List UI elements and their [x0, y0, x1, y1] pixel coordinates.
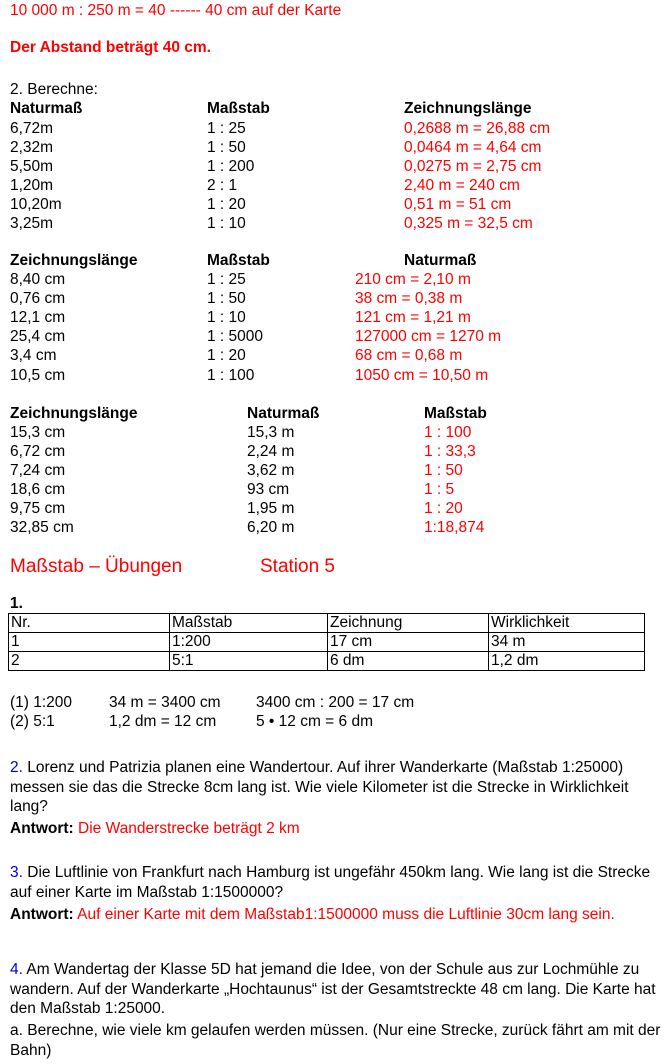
- calc-label: (1) 1:200: [10, 694, 73, 711]
- table1-cell: 10,20m: [10, 196, 62, 213]
- table2-header-massstab: Maßstab: [207, 252, 270, 269]
- table1-header-naturmass: Naturmaß: [10, 100, 83, 117]
- section-title: Maßstab – Übungen: [10, 556, 183, 577]
- intro-calculation: 10 000 m : 250 m = 40 ------ 40 cm auf der Karte: [10, 2, 342, 19]
- table-row: [9, 652, 645, 671]
- answer-text: Die Wanderstrecke beträgt 2 km: [73, 820, 300, 837]
- table-header-row: [9, 614, 645, 633]
- table3-cell: 7,24 cm: [10, 462, 66, 479]
- table3-result: 1 : 5: [424, 481, 455, 498]
- table2-cell: 1 : 5000: [207, 328, 264, 345]
- table2-result: 121 cm = 1,21 m: [355, 309, 471, 326]
- ex1-number: 1.: [10, 595, 23, 612]
- table2-cell: 1 : 25: [207, 271, 246, 288]
- calc-label: (2) 5:1: [10, 713, 55, 730]
- table3-result: 1 : 50: [424, 462, 463, 479]
- table3-cell: 18,6 cm: [10, 481, 66, 498]
- table3-header-naturmass: Naturmaß: [247, 405, 320, 422]
- table3-cell: 6,72 cm: [10, 443, 66, 460]
- table-row: [9, 633, 645, 652]
- col-header-zeichnung: Zeichnung: [328, 614, 489, 633]
- calc-step: 34 m = 3400 cm: [109, 694, 221, 711]
- table2-cell: 0,76 cm: [10, 290, 66, 307]
- table3-header-massstab: Maßstab: [424, 405, 487, 422]
- ex3-number: 3.: [10, 864, 23, 881]
- ex4-question: [10, 960, 670, 1019]
- ex3-text: Die Luftlinie von Frankfurt nach Hamburg ist ungefähr 450km lang. Wie lang ist die Strecke auf einer Karte im Maßstab 1:1500000?: [10, 864, 651, 901]
- table3-cell: 32,85 cm: [10, 519, 74, 536]
- col-header-wirklichkeit: Wirklichkeit: [489, 614, 645, 633]
- table1-result: 0,0275 m = 2,75 cm: [404, 158, 542, 175]
- table3-result: 1:18,874: [424, 519, 485, 536]
- table1-result: 2,40 m = 240 cm: [404, 177, 520, 194]
- station-label: Station 5: [260, 556, 335, 577]
- table1-cell: 1,20m: [10, 177, 54, 194]
- col-header-massstab: Maßstab: [170, 614, 328, 633]
- table3-cell: 93 cm: [247, 481, 290, 498]
- table1-result: 0,51 m = 51 cm: [404, 196, 512, 213]
- ex3-answer: [10, 906, 615, 924]
- answer-label: Antwort:: [10, 820, 74, 837]
- table1-cell: 1 : 10: [207, 215, 246, 232]
- table2-cell: 1 : 20: [207, 347, 246, 364]
- answer-text: Auf einer Karte mit dem Maßstab1:1500000 muss die Luftlinie 30cm lang sein.: [73, 906, 615, 923]
- table3-cell: 1,95 m: [247, 500, 295, 517]
- answer-label: Antwort:: [10, 906, 74, 923]
- table-cell: 5:1: [170, 652, 328, 671]
- table1-cell: 1 : 20: [207, 196, 246, 213]
- table3-result: 1 : 33,3: [424, 443, 476, 460]
- table1-cell: 1 : 200: [207, 158, 255, 175]
- table2-header-naturmass: Naturmaß: [404, 252, 477, 269]
- table3-result: 1 : 20: [424, 500, 463, 517]
- table3-cell: 3,62 m: [247, 462, 295, 479]
- table1-header-massstab: Maßstab: [207, 100, 270, 117]
- table-cell: 2: [9, 652, 170, 671]
- table1-cell: 1 : 25: [207, 120, 246, 137]
- table1-cell: 6,72m: [10, 120, 54, 137]
- task2-heading: 2. Berechne:: [10, 81, 98, 98]
- table2-cell: 12,1 cm: [10, 309, 66, 326]
- table3-cell: 15,3 cm: [10, 424, 66, 441]
- table2-result: 68 cm = 0,68 m: [355, 347, 463, 364]
- table3-cell: 2,24 m: [247, 443, 295, 460]
- col-header-nr: Nr.: [9, 614, 170, 633]
- table3-cell: 9,75 cm: [10, 500, 66, 517]
- ex4-part-a: a. Berechne, wie viele km gelaufen werden müssen. (Nur eine Strecke, zurück fährt am mit der Bahn): [10, 1022, 661, 1059]
- table1-header-zeichnungslaenge: Zeichnungslänge: [404, 100, 532, 117]
- table2-result: 38 cm = 0,38 m: [355, 290, 463, 307]
- ex1-table: [8, 613, 645, 671]
- table2-result: 210 cm = 2,10 m: [355, 271, 471, 288]
- table2-cell: 25,4 cm: [10, 328, 66, 345]
- table2-header-zeichnungslaenge: Zeichnungslänge: [10, 252, 138, 269]
- table1-cell: 3,25m: [10, 215, 54, 232]
- table1-cell: 5,50m: [10, 158, 54, 175]
- table3-cell: 6,20 m: [247, 519, 295, 536]
- table-cell: 6 dm: [328, 652, 489, 671]
- table3-header-zeichnungslaenge: Zeichnungslänge: [10, 405, 138, 422]
- table1-cell: 2,32m: [10, 139, 54, 156]
- intro-result: Der Abstand beträgt 40 cm.: [10, 39, 211, 56]
- ex4-number: 4.: [10, 961, 23, 978]
- ex2-answer: [10, 820, 300, 838]
- table2-cell: 1 : 10: [207, 309, 246, 326]
- table2-cell: 1 : 50: [207, 290, 246, 307]
- table1-result: 0,325 m = 32,5 cm: [404, 215, 533, 232]
- ex3-question: [10, 863, 670, 902]
- table2-cell: 8,40 cm: [10, 271, 66, 288]
- table2-result: 1050 cm = 10,50 m: [355, 367, 489, 384]
- table-cell: 17 cm: [328, 633, 489, 652]
- table1-cell: 2 : 1: [207, 177, 238, 194]
- table2-result: 127000 cm = 1270 m: [355, 328, 502, 345]
- table2-cell: 10,5 cm: [10, 367, 66, 384]
- ex2-question: [10, 758, 670, 817]
- table2-cell: 1 : 100: [207, 367, 255, 384]
- table-cell: 1:200: [170, 633, 328, 652]
- calc-step: 3400 cm : 200 = 17 cm: [256, 694, 415, 711]
- table3-cell: 15,3 m: [247, 424, 295, 441]
- table2-cell: 3,4 cm: [10, 347, 57, 364]
- ex4-text: Am Wandertag der Klasse 5D hat jemand die Idee, von der Schule aus zur Lochmühle zu wandern. Auf der Wanderkarte „Hochtaunus“ ist der Gesamtstreckte 48 cm lang. Die Karte hat den Maßstab 1:25000.: [10, 961, 656, 1017]
- calc-step: 1,2 dm = 12 cm: [109, 713, 217, 730]
- table3-result: 1 : 100: [424, 424, 472, 441]
- table1-cell: 1 : 50: [207, 139, 246, 156]
- table-cell: 1,2 dm: [489, 652, 645, 671]
- ex2-number: 2.: [10, 759, 23, 776]
- calc-step: 5 • 12 cm = 6 dm: [256, 713, 373, 730]
- table-cell: 1: [9, 633, 170, 652]
- table1-result: 0,0464 m = 4,64 cm: [404, 139, 542, 156]
- ex2-text: Lorenz und Patrizia planen eine Wandertour. Auf ihrer Wanderkarte (Maßstab 1:25000) messen sie das die Strecke 8cm lang ist. Wie viele Kilometer ist die Strecke in Wirklichkeit lang?: [10, 759, 629, 815]
- table-cell: 34 m: [489, 633, 645, 652]
- table1-result: 0,2688 m = 26,88 cm: [404, 120, 551, 137]
